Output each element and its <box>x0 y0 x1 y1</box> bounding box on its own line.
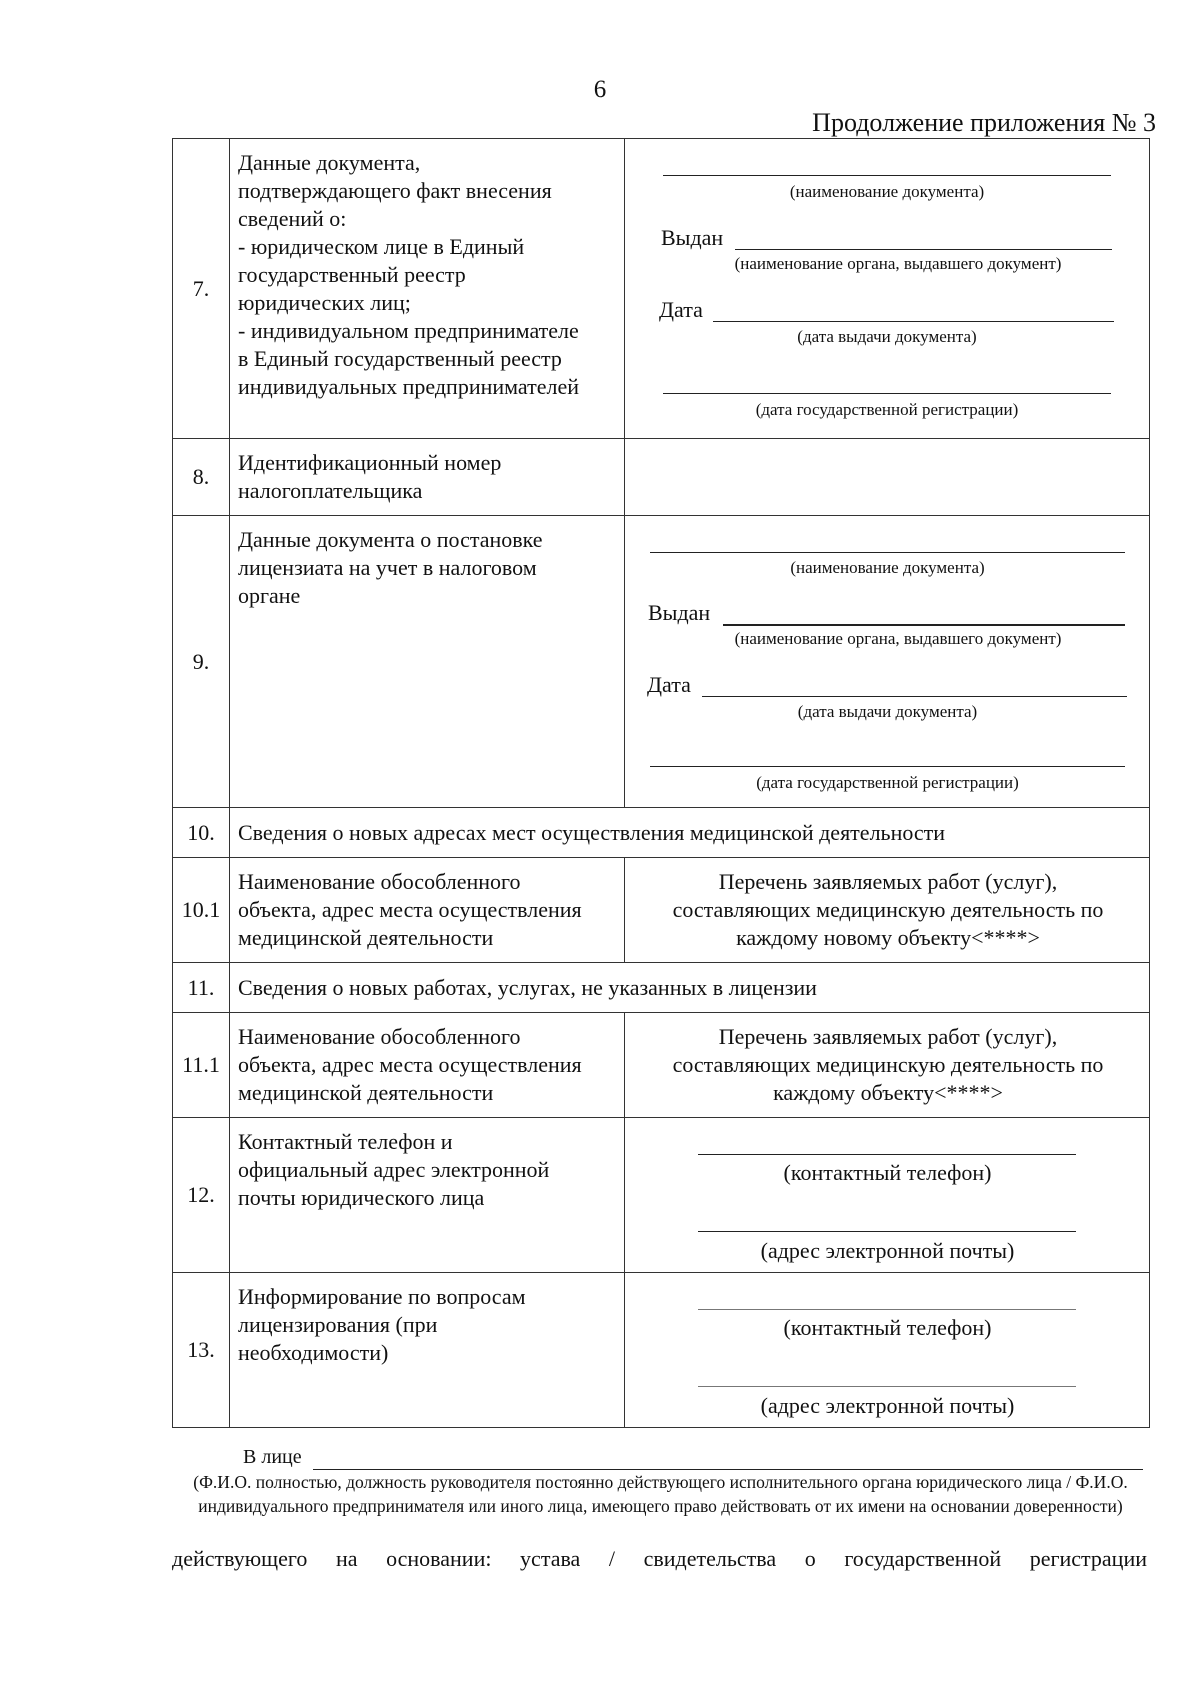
table-row-12 <box>173 1118 1150 1273</box>
row-number-13: 13. <box>173 1273 230 1428</box>
in-person-label: В лице <box>243 1446 302 1468</box>
row-13-phone-line[interactable] <box>698 1309 1076 1310</box>
row-9-doc-name-line[interactable] <box>650 552 1125 553</box>
row-10-text: Сведения о новых адресах мест осуществления медицинской деятельности <box>238 819 946 845</box>
row-number-9: 9. <box>173 516 230 808</box>
row-9-label: Данные документа о постановке лицензиата на учет в налоговом органе <box>238 527 543 608</box>
row-11-1-label: Наименование обособленного объекта, адрес места осуществления медицинской деятельности <box>238 1024 582 1105</box>
row-8-value-cell[interactable] <box>625 439 1150 516</box>
row-7-doc-name-line[interactable] <box>663 175 1111 176</box>
row-7-doc-name-caption: (наименование документа) <box>789 182 985 201</box>
row-12-fields <box>625 1118 1150 1273</box>
row-7-label: Данные документа, подтверждающего факт внесения сведений о: - юридическом лице в Единый государственный реестр юридических лиц; - индивидуальном предпринимателе в Единый государственный реестр индивидуальных предпринимателей <box>238 150 579 399</box>
row-13-phone-caption: (контактный телефон) <box>783 1315 992 1340</box>
row-7-date-line[interactable] <box>713 321 1114 322</box>
row-9-date-label: Дата <box>647 672 691 697</box>
row-9-date-caption: (дата выдачи документа) <box>797 702 978 721</box>
appendix-continuation-note: Продолжение приложения № 3 <box>812 108 1156 137</box>
row-12-phone-caption: (контактный телефон) <box>783 1160 992 1185</box>
table-row-11 <box>173 963 1150 1013</box>
row-number-11: 11. <box>173 963 230 1013</box>
row-9-reg-date-caption: (дата государственной регистрации) <box>756 773 1019 792</box>
row-7-issued-caption: (наименование органа, выдавшего документ) <box>734 254 1062 273</box>
row-8-label: Идентификационный номер налогоплательщика <box>238 450 502 503</box>
table-row-7 <box>173 139 1150 439</box>
row-12-label: Контактный телефон и официальный адрес электронной почты юридического лица <box>238 1129 550 1210</box>
page-number: 6 <box>593 76 607 103</box>
row-9-date-line[interactable] <box>702 696 1127 697</box>
table-row-9 <box>173 516 1150 808</box>
row-number-11-1: 11.1 <box>173 1013 230 1118</box>
row-number-12: 12. <box>173 1118 230 1273</box>
application-form-table <box>172 138 1150 1428</box>
row-7-issued-label: Выдан <box>661 225 724 250</box>
row-9-fields <box>625 516 1150 808</box>
row-13-email-line[interactable] <box>698 1386 1076 1387</box>
row-9-issued-caption: (наименование органа, выдавшего документ) <box>734 629 1062 648</box>
row-9-issued-label: Выдан <box>648 600 711 625</box>
table-row-13 <box>173 1273 1150 1428</box>
table-row-10-1 <box>173 858 1150 963</box>
row-number-8: 8. <box>173 439 230 516</box>
row-7-date-caption: (дата выдачи документа) <box>797 327 977 346</box>
table-row-8 <box>173 439 1150 516</box>
row-number-10: 10. <box>173 808 230 858</box>
row-9-doc-name-caption: (наименование документа) <box>790 558 985 577</box>
row-7-issued-line[interactable] <box>735 249 1112 250</box>
row-9-issued-line[interactable] <box>723 624 1125 626</box>
row-11-text: Сведения о новых работах, услугах, не указанных в лицензии <box>238 974 817 1000</box>
in-person-caption: (Ф.И.О. полностью, должность руководителя постоянно действующего исполнительного органа юридического лица / Ф.И.О. индивидуального предпринимателя или иного лица, имеющего право действовать от их имени на основании доверенности) <box>193 1472 1128 1516</box>
table-row-11-1 <box>173 1013 1150 1118</box>
row-12-phone-line[interactable] <box>698 1154 1076 1155</box>
row-7-reg-date-caption: (дата государственной регистрации) <box>755 400 1019 419</box>
row-12-email-line[interactable] <box>698 1231 1076 1232</box>
row-7-date-label: Дата <box>659 297 703 322</box>
row-13-label: Информирование по вопросам лицензирования (при необходимости) <box>238 1284 526 1365</box>
row-7-reg-date-line[interactable] <box>663 393 1111 394</box>
row-13-email-caption: (адрес электронной почты) <box>760 1393 1015 1418</box>
row-10-1-services-header: Перечень заявляемых работ (услуг), составляющих медицинскую деятельность по каждому новому объекту<****> <box>672 869 1104 950</box>
row-number-10-1: 10.1 <box>173 858 230 963</box>
row-7-fields <box>625 139 1150 439</box>
row-13-fields <box>625 1273 1150 1428</box>
row-9-reg-date-line[interactable] <box>650 766 1125 767</box>
row-12-email-caption: (адрес электронной почты) <box>760 1238 1015 1263</box>
table-row-10 <box>173 808 1150 858</box>
row-10-1-label: Наименование обособленного объекта, адрес места осуществления медицинской деятельности <box>238 869 582 950</box>
basis-text: действующего на основании: устава / свидетельства о государственной регистрации <box>172 1546 1147 1571</box>
row-number-7: 7. <box>173 139 230 439</box>
row-11-1-services-header: Перечень заявляемых работ (услуг), составляющих медицинскую деятельность по каждому объекту<****> <box>672 1024 1104 1105</box>
